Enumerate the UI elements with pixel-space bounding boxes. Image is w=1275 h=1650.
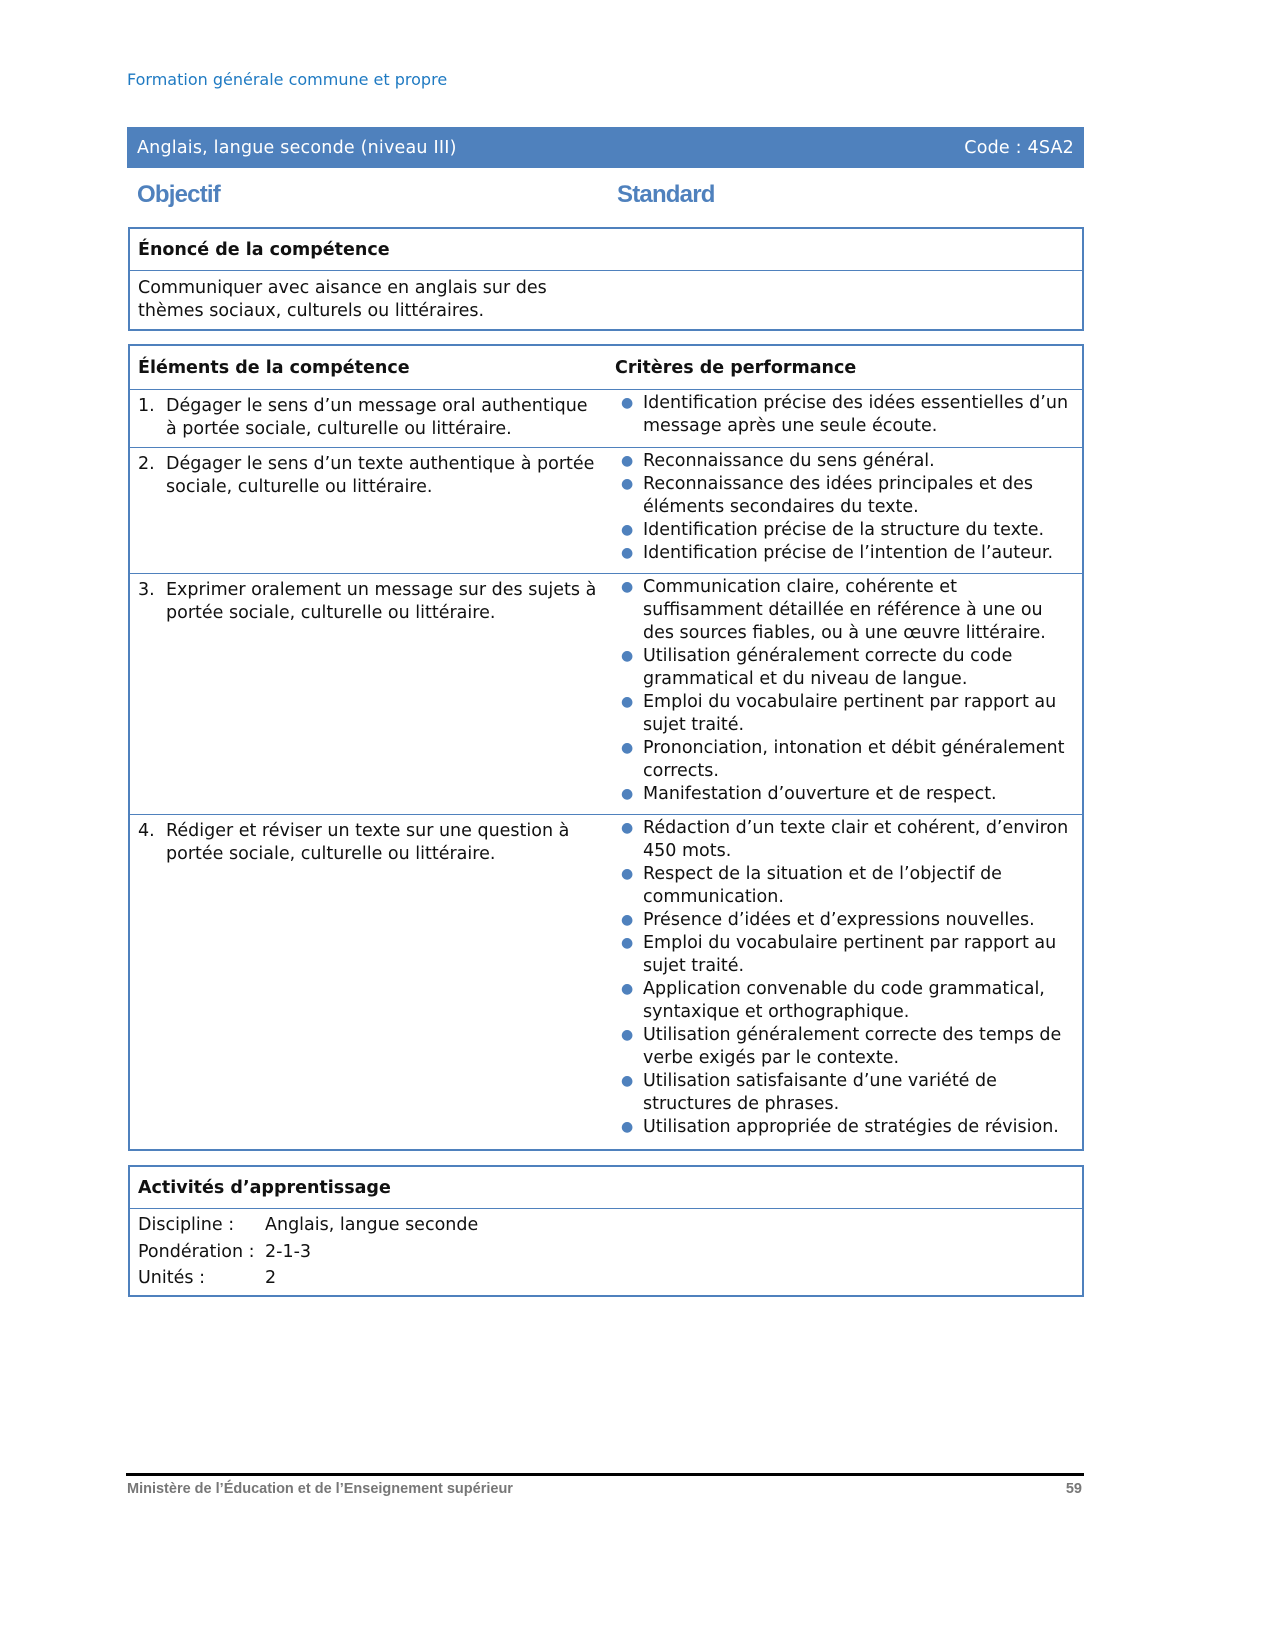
bullet-icon: ● [621,820,634,836]
bullet-icon: ● [621,740,634,756]
footer-divider [126,1473,1084,1476]
criteria-cell [607,448,1082,573]
criterion-text: Identification précise des idées essentielles d’un message après une seule écoute. [643,393,1069,436]
bullet-icon: ● [621,912,634,928]
table-row [130,815,1082,1152]
table-row [130,448,1082,574]
criterion-item [615,737,1074,783]
bullet-icon: ● [621,579,634,595]
bullet-icon: ● [621,1073,634,1089]
criterion-item [615,1070,1074,1116]
element-number: 1. [138,396,155,416]
activites-box [128,1165,1084,1297]
criterion-item [615,473,1074,519]
bullet-icon: ● [621,1027,634,1043]
criterion-item [615,542,1074,565]
bullet-icon: ● [621,935,634,951]
activite-label: Unités : [138,1268,205,1288]
criterion-text: Prononciation, intonation et débit généralement corrects. [643,738,1065,781]
activite-label: Pondération : [138,1241,255,1262]
page-number: 59 [1065,1481,1082,1497]
element-text: Rédiger et réviser un texte sur une question à portée sociale, culturelle ou littéraire. [166,821,570,864]
bullet-icon: ● [621,545,634,561]
element-cell [130,390,607,447]
bullet-icon: ● [621,648,634,664]
elements-column-heading: Éléments de la compétence [138,357,410,378]
element-number: 2. [138,454,155,474]
objectif-title: Objectif [137,181,220,208]
footer-ministry: Ministère de l’Éducation et de l’Enseignement supérieur [127,1481,513,1497]
criterion-item [615,691,1074,737]
activite-value: Anglais, langue seconde [265,1215,479,1235]
table-row [130,390,1082,448]
element-text: Dégager le sens d’un texte authentique à portée sociale, culturelle ou littéraire. [166,454,595,497]
course-code: Code : 4SA2 [964,137,1074,158]
bullet-icon: ● [621,395,634,411]
element-cell [130,448,607,573]
element-cell [130,815,607,1152]
activites-details [130,1209,1082,1295]
elements-rows [130,390,1082,1152]
enonce-text [130,271,576,329]
criterion-text: Utilisation généralement correcte du code grammatical et du niveau de langue. [643,646,1013,689]
element-number: 4. [138,821,155,841]
criterion-text: Utilisation satisfaisante d’une variété de structures de phrases. [643,1071,997,1114]
criterion-text: Communication claire, cohérente et suffisamment détaillée en référence à une ou des sources fiables, ou à une œuvre littéraire. [643,577,1046,643]
criterion-text: Utilisation appropriée de stratégies de révision. [643,1117,1059,1137]
criterion-item [615,519,1074,542]
criterion-text: Reconnaissance des idées principales et des éléments secondaires du texte. [643,474,1034,517]
course-title-bar [127,127,1084,168]
criterion-item [615,1024,1074,1070]
criterion-text: Identification précise de la structure du texte. [643,520,1045,540]
criteria-cell [607,815,1082,1152]
criterion-item [615,1116,1074,1139]
bullet-icon: ● [621,453,634,469]
criteria-column-heading: Critères de performance [615,357,857,378]
criterion-text: Emploi du vocabulaire pertinent par rapport au sujet traité. [643,692,1057,735]
activite-line [138,1239,1074,1266]
bullet-icon: ● [621,694,634,710]
element-number: 3. [138,580,155,600]
bullet-icon: ● [621,866,634,882]
elements-table [128,344,1084,1151]
bullet-icon: ● [621,1119,634,1135]
criterion-text: Présence d’idées et d’expressions nouvelles. [643,910,1035,930]
running-header: Formation générale commune et propre [127,70,448,89]
criteria-cell [607,574,1082,814]
criteria-cell [607,390,1082,447]
bullet-icon: ● [621,476,634,492]
activite-value: 2-1-3 [265,1241,312,1262]
criterion-text: Reconnaissance du sens général. [643,451,935,471]
bullet-icon: ● [621,522,634,538]
criterion-text: Respect de la situation et de l’objectif de communication. [643,864,1002,907]
criterion-item [615,863,1074,909]
bullet-icon: ● [621,786,634,802]
section-titles [137,181,1077,213]
criterion-item [615,817,1074,863]
criterion-text: Utilisation généralement correcte des temps de verbe exigés par le contexte. [643,1025,1062,1068]
enonce-line: Communiquer avec aisance en anglais sur des [138,278,547,298]
activite-value: 2 [265,1268,277,1288]
criterion-item [615,645,1074,691]
criterion-text: Application convenable du code grammatical, syntaxique et orthographique. [643,979,1045,1022]
element-cell [130,574,607,814]
table-row [130,574,1082,815]
activite-line [138,1265,1074,1292]
enonce-box [128,227,1084,331]
course-title: Anglais, langue seconde (niveau III) [137,137,457,158]
criterion-text: Identification précise de l’intention de l’auteur. [643,543,1054,563]
activite-label: Discipline : [138,1215,235,1235]
criterion-item [615,392,1074,438]
criterion-item [615,450,1074,473]
criterion-item [615,978,1074,1024]
element-text: Exprimer oralement un message sur des sujets à portée sociale, culturelle ou littéraire. [166,580,597,623]
activite-line [138,1212,1074,1239]
criterion-text: Emploi du vocabulaire pertinent par rapport au sujet traité. [643,933,1057,976]
criterion-item [615,783,1074,806]
element-text: Dégager le sens d’un message oral authentique à portée sociale, culturelle ou littéraire. [166,396,588,439]
criterion-text: Rédaction d’un texte clair et cohérent, d’environ 450 mots. [643,818,1069,861]
criterion-item [615,576,1074,645]
criterion-text: Manifestation d’ouverture et de respect. [643,784,997,804]
bullet-icon: ● [621,981,634,997]
standard-title: Standard [617,181,715,208]
elements-header-row [130,346,1082,390]
enonce-heading: Énoncé de la compétence [130,229,1082,271]
criterion-item [615,909,1074,932]
activites-heading: Activités d’apprentissage [130,1167,1082,1209]
criterion-item [615,932,1074,978]
enonce-line: thèmes sociaux, culturels ou littéraires. [138,301,485,321]
